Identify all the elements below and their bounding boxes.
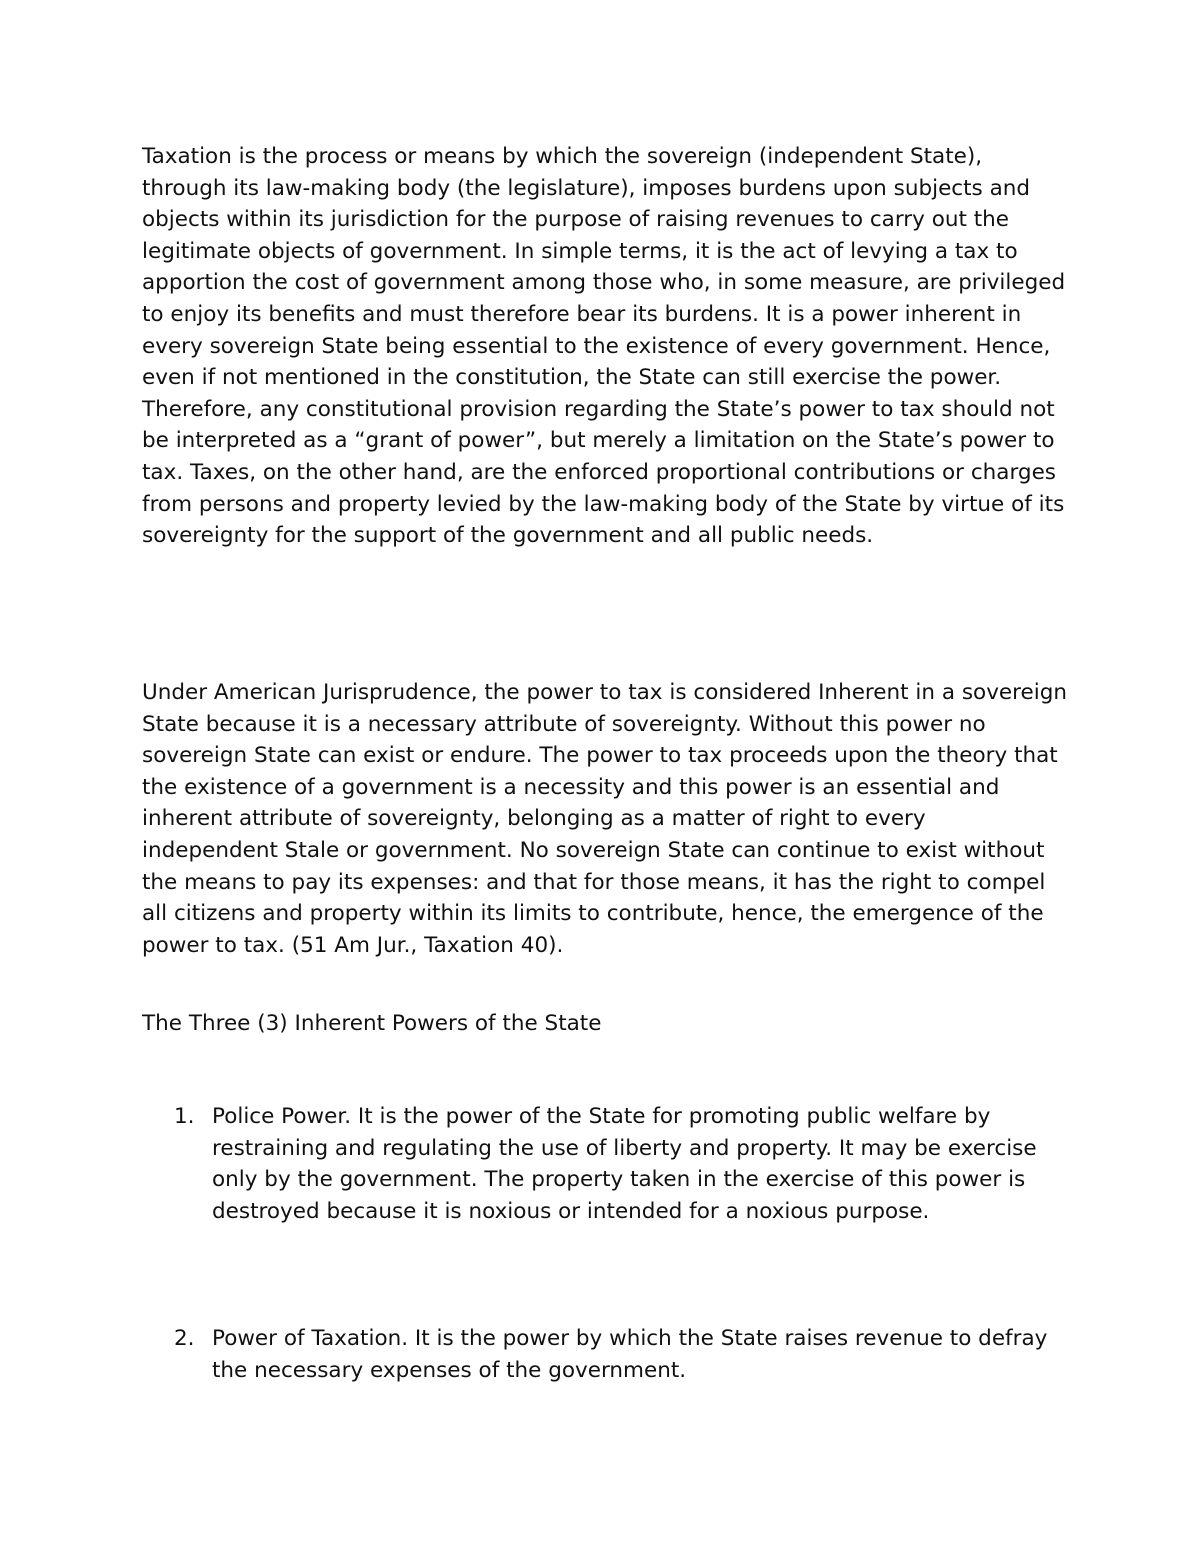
- paragraph-american-jurisprudence: Under American Jurisprudence, the power to tax is considered Inherent in a sovereign State because it is a necessary attribute of sovereignty. Without this power no sovereign State can exist or endure. The power to tax proceeds upon the theory that the existence of a government is a necessity and this power is an essential and inherent attribute of sovereignty, belonging as a matter of right to every independent Stale or government. No sovereign State can continue to exist without the means to pay its expenses: and that for those means, it has the right to compel all citizens and property within its limits to contribute, hence, the emergence of the power to tax. (51 Am Jur., Taxation 40).: [142, 680, 1067, 958]
- list-item-text: Power of Taxation. It is the power by which the State raises revenue to defray the necessary expenses of the government.: [212, 1326, 1048, 1383]
- paragraph-taxation-definition: Taxation is the process or means by which the sovereign (independent State), through its law-making body (the legislature), imposes burdens upon subjects and objects within its jurisdiction for the purpose of raising revenues to carry out the legitimate objects of government. In simple terms, it is the act of levying a tax to apportion the cost of government among those who, in some measure, are privileged to enjoy its benefits and must therefore bear its burdens. It is a power inherent in every sovereign State being essential to the existence of every government. Hence, even if not mentioned in the constitution, the State can still exercise the power. Therefore, any constitutional provision regarding the State’s power to tax should not be interpreted as a “grant of power”, but merely a limitation on the State’s power to tax. Taxes, on the other hand, are the enforced proportional contributions or charges from persons and property levied by the law-making body of the State by virtue of its sovereignty for the support of the government and all public needs.: [142, 144, 1066, 549]
- list-number: 1.: [174, 1104, 195, 1129]
- list-item-text: Police Power. It is the power of the State for promoting public welfare by restraining and regulating the use of liberty and property. It may be exercise only by the government. The property taken in the exercise of this power is destroyed because it is noxious or intended for a noxious purpose.: [212, 1104, 1037, 1224]
- list-number: 2.: [174, 1326, 195, 1351]
- section-heading: The Three (3) Inherent Powers of the State: [142, 1011, 602, 1036]
